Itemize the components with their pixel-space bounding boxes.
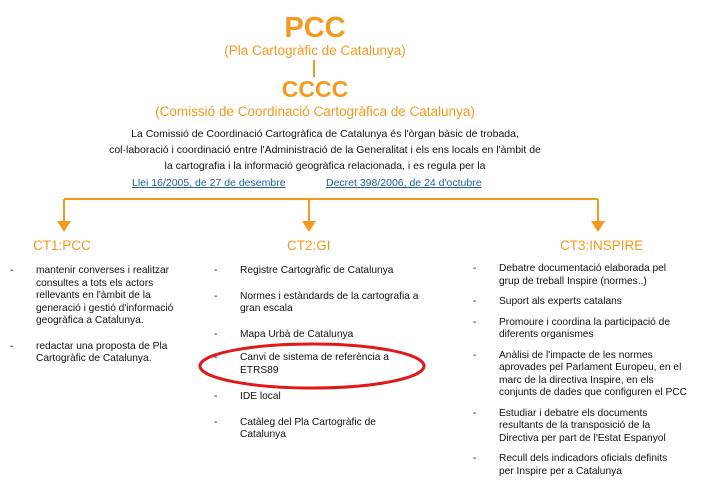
bullet-dash: - <box>10 340 14 352</box>
list-item-highlighted <box>214 352 450 377</box>
ct1-title: CT1:PCC <box>33 238 91 253</box>
item-line: aprovades pel Parlament Europeu, en el <box>499 362 682 373</box>
list-item <box>214 416 450 442</box>
item-line: generació i gestió d'informació <box>36 302 174 314</box>
description-line: La Comissió de Coordinació Cartogràfica de Catalunya és l'òrgan bàsic de trobada, <box>131 128 519 140</box>
bullet-dash: - <box>214 416 218 428</box>
item-line: per Inspire per a Catalunya <box>499 465 622 477</box>
item-line: marc de la directiva Inspire, en els <box>499 374 654 386</box>
list-item <box>473 263 709 288</box>
ct3-list <box>473 263 709 478</box>
pcc-title: PCC <box>284 12 346 44</box>
bullet-dash: - <box>473 407 477 419</box>
bullet-dash: - <box>473 316 477 328</box>
ct1-list <box>10 265 226 366</box>
item-line: geogràfica a Catalunya. <box>36 315 144 326</box>
item-line: Recull dels indicadors oficials definits <box>499 453 668 464</box>
bullet-dash: - <box>214 290 218 302</box>
item-line: Registre Cartogràfic de Catalunya <box>240 265 394 276</box>
ct2-title: CT2:GI <box>287 238 331 253</box>
list-item <box>473 296 709 309</box>
item-line: Directiva per part de l'Estat Espanyol <box>499 432 666 444</box>
item-line: Promoure i coordina la participació de <box>499 316 671 328</box>
list-item <box>473 453 709 478</box>
list-item <box>473 349 709 400</box>
branch-arrow-ct3-head <box>591 221 605 232</box>
item-line: IDE local <box>240 391 281 402</box>
branch-arrow-ct2-head <box>302 221 316 232</box>
cccc-title: CCCC <box>281 76 349 102</box>
list-item <box>214 328 450 342</box>
list-item <box>214 290 450 316</box>
list-item <box>473 316 709 342</box>
item-line: consultes a tots els actors <box>36 277 154 289</box>
branch-arrow-ct1-head <box>57 221 71 232</box>
bullet-dash: - <box>214 265 218 276</box>
item-line: Normes i estàndards de la cartografia a <box>240 290 419 302</box>
item-line: Mapa Urbà de Catalunya <box>240 328 354 340</box>
item-line: redactar una proposta de Pla <box>36 340 168 352</box>
item-line: Suport als experts catalans <box>499 296 622 307</box>
pcc-subtitle: (Pla Cartogràfic de Catalunya) <box>224 43 406 58</box>
item-line: conjunts de dades que configuren el PCC <box>499 387 688 398</box>
item-line: gran escala <box>240 303 293 314</box>
item-line: ETRS89 <box>240 364 279 376</box>
list-item <box>10 265 226 328</box>
item-line: Anàlisi de l'impacte de les normes <box>499 349 653 361</box>
ct2-list <box>214 265 450 442</box>
item-line: Catalunya <box>240 429 286 440</box>
bullet-dash: - <box>473 296 477 307</box>
description-line: la cartografia i la informació geogràfica relacionada, i es regula per la <box>164 160 486 172</box>
item-line: Debatre documentació elaborada pel <box>499 263 667 274</box>
list-item <box>473 407 709 446</box>
item-line: rellevants en l'àmbit de la <box>36 290 151 301</box>
item-line: diferents organismes <box>499 329 594 340</box>
link-decret-398-2006[interactable]: Decret 398/2006, de 24 d'octubre <box>326 177 482 189</box>
item-line: resultants de la transposició de la <box>499 420 651 431</box>
bullet-dash: - <box>10 265 14 276</box>
list-item <box>214 391 450 404</box>
bullet-dash: - <box>473 263 477 274</box>
bullet-dash: - <box>473 349 477 361</box>
list-item <box>214 265 450 278</box>
item-line: Catàleg del Pla Cartogràfic de <box>240 416 376 428</box>
bullet-dash: - <box>214 352 218 363</box>
list-item <box>10 340 226 366</box>
bullet-dash: - <box>214 328 218 340</box>
item-line: Estudiar i debatre els documents <box>499 407 648 419</box>
link-llei-16-2005[interactable]: Llei 16/2005, de 27 de desembre <box>132 177 286 189</box>
cccc-subtitle: (Comissió de Coordinació Cartogràfica de Catalunya) <box>155 104 475 119</box>
bullet-dash: - <box>214 391 218 402</box>
item-line: Canvi de sistema de referència a <box>240 352 389 363</box>
ct3-title: CT3:INSPIRE <box>560 238 644 253</box>
item-line: Cartogràfic de Catalunya. <box>36 353 152 364</box>
item-line: mantenir converses i realitzar <box>36 265 170 276</box>
bullet-dash: - <box>473 453 477 464</box>
item-line: grup de treball Inspire (normes..) <box>499 275 647 287</box>
description-line: col·laboració i coordinació entre l'Administració de la Generalitat i els ens locals en l'àmbit de <box>109 144 541 156</box>
